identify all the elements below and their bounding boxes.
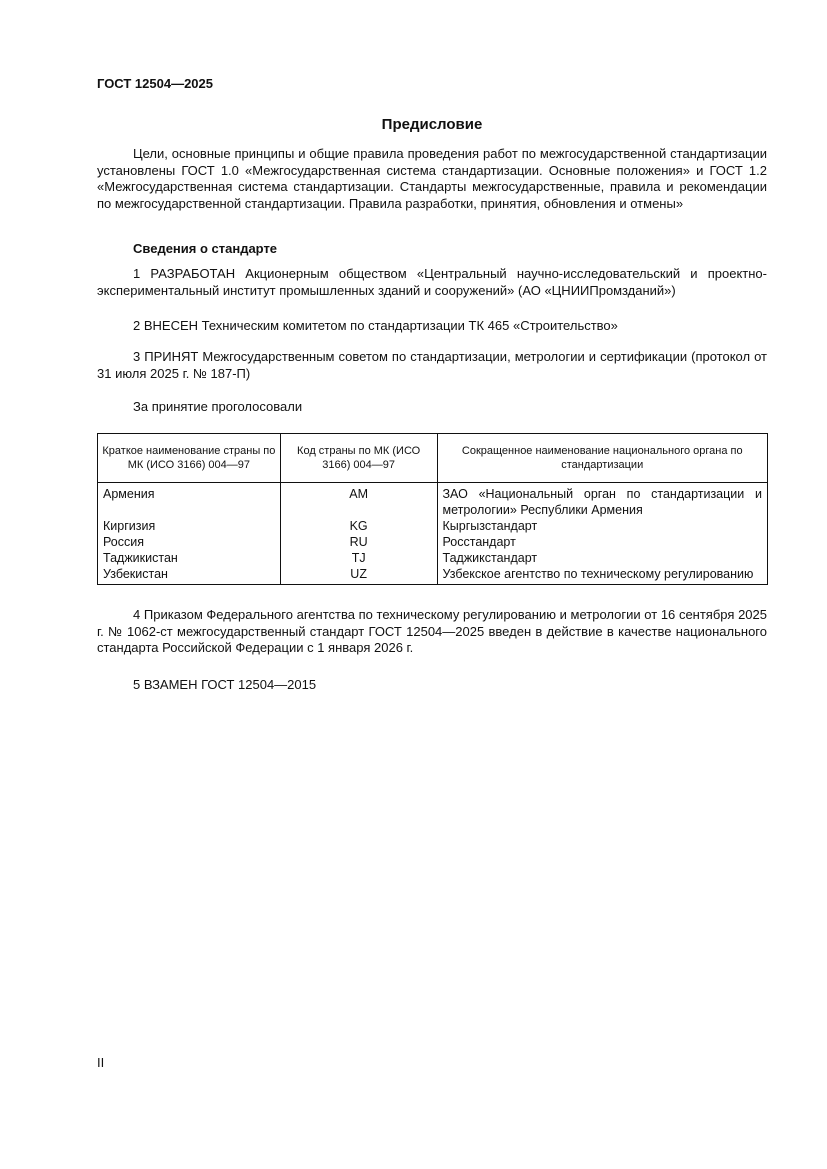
cell-org: Кыргызстандарт <box>437 518 768 534</box>
cell-org: Росстандарт <box>437 534 768 550</box>
header-code: Код страны по МК (ИСО 3166) 004—97 <box>280 434 437 483</box>
cell-code: KG <box>280 518 437 534</box>
page-number: II <box>97 1055 105 1070</box>
item-replaces: 5 ВЗАМЕН ГОСТ 12504—2015 <box>133 677 317 692</box>
section-title: Сведения о стандарте <box>133 241 278 256</box>
page-title: Предисловие <box>381 116 483 133</box>
voting-table <box>97 433 768 585</box>
document-header: ГОСТ 12504—2025 <box>97 76 213 91</box>
cell-code: UZ <box>280 566 437 585</box>
header-org: Сокращенное наименование национального органа по стандартизации <box>437 434 768 483</box>
table-row <box>98 483 768 519</box>
header-country: Краткое наименование страны по МК (ИСО 3166) 004—97 <box>98 434 281 483</box>
cell-org: Таджикстандарт <box>437 550 768 566</box>
cell-code: TJ <box>280 550 437 566</box>
table-row <box>98 534 768 550</box>
item-developed: 1 РАЗРАБОТАН Акционерным обществом «Центральный научно-исследовательский и проектно-экспериментальный институт промышленных зданий и сооружений» (АО «ЦНИИПромзданий») <box>97 266 767 298</box>
table-row <box>98 518 768 534</box>
cell-country: Россия <box>98 534 281 550</box>
table-row <box>98 566 768 585</box>
vote-intro: За принятие проголосовали <box>133 399 303 414</box>
cell-country: Киргизия <box>98 518 281 534</box>
table-header-row <box>98 434 768 483</box>
table-row <box>98 550 768 566</box>
cell-country: Армения <box>98 483 281 519</box>
item-adopted: 3 ПРИНЯТ Межгосударственным советом по стандартизации, метрологии и сертификации (протокол от 31 июля 2025 г. № 187-П) <box>97 349 767 381</box>
item-enacted: 4 Приказом Федерального агентства по техническому регулированию и метрологии от 16 сентября 2025 г. № 1062-ст межгосударственный стандарт ГОСТ 12504—2025 введен в действие в качестве национального стандарта Российской Федерации с 1 января 2026 г. <box>97 607 767 655</box>
cell-code: RU <box>280 534 437 550</box>
item-submitted: 2 ВНЕСЕН Техническим комитетом по стандартизации ТК 465 «Строительство» <box>133 318 618 333</box>
cell-country: Таджикистан <box>98 550 281 566</box>
cell-code: AM <box>280 483 437 519</box>
intro-paragraph: Цели, основные принципы и общие правила проведения работ по межгосударственной стандартизации установлены ГОСТ 1.0 «Межгосударственная система стандартизации. Основные положения» и ГОСТ 1.2 «Межгосударственная система стандартизации. Стандарты межгосударственные, правила и рекомендации по межгосударственной стандартизации. Правила разработки, принятия, обновления и отмены» <box>97 146 767 211</box>
cell-org: Узбекское агентство по техническому регулированию <box>437 566 768 585</box>
cell-country: Узбекистан <box>98 566 281 585</box>
cell-org: ЗАО «Национальный орган по стандартизации и метрологии» Республики Армения <box>437 483 768 519</box>
